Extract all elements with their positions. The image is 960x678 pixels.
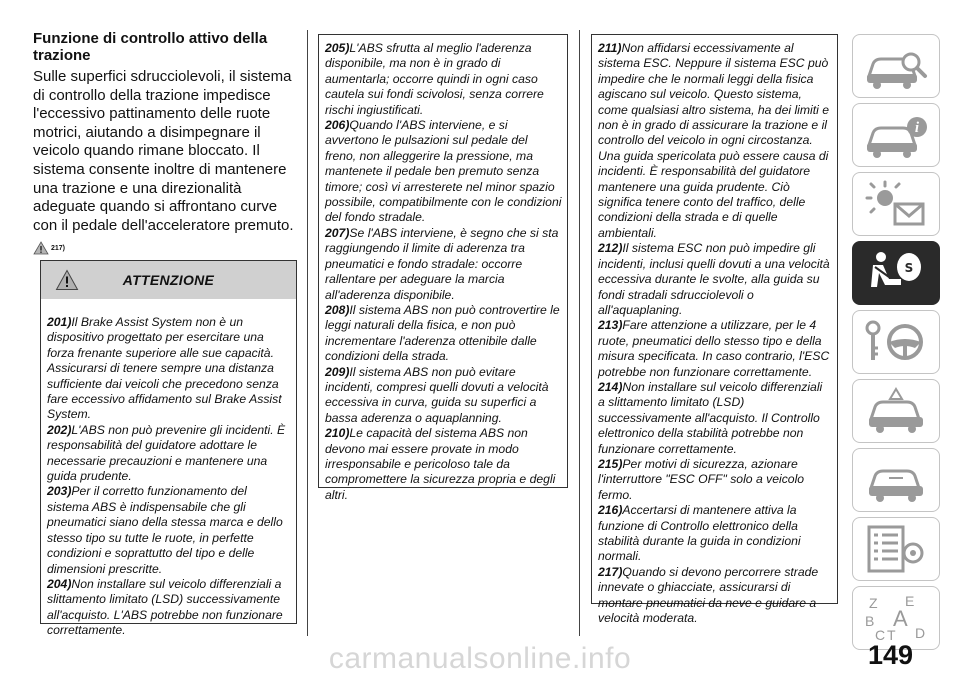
warning-list [41, 299, 296, 639]
watermark: carmanualsonline.info [328, 642, 632, 675]
warning-item-number: 217) [598, 564, 623, 579]
warning-lights-icon [859, 178, 933, 230]
tab-car-info[interactable] [852, 103, 940, 167]
warning-item [325, 41, 562, 118]
warning-item-number: 203) [47, 484, 72, 499]
warning-header [41, 261, 296, 299]
index-letter: D [915, 625, 926, 641]
warning-item-text: Le capacità del sistema ABS non devono mai essere provate in modo irresponsabile e pericoloso tale da compromettere la sicurezza propria e degli altri. [325, 426, 556, 502]
warning-box-continued [591, 34, 838, 626]
tab-starting-driving[interactable] [852, 310, 940, 374]
airbag-seat-icon [859, 247, 933, 299]
warning-box-continued [318, 34, 568, 502]
warning-item-text: Non installare sul veicolo differenziali a slittamento limitato (LSD) successivamente all'acquisto. L'ABS potrebbe non funzionare correttamente. [47, 576, 283, 638]
warning-item [325, 426, 562, 503]
warning-item [325, 226, 562, 303]
index-letter: E [905, 593, 915, 609]
warning-item-text: Fare attenzione a utilizzare, per le 4 ruote, pneumatici dello stesso tipo e della misura specificata. In caso contrario, l'ESC potrebbe non funzionare correttamente. [598, 318, 830, 379]
car-service-icon [859, 454, 933, 506]
warning-item [47, 315, 291, 423]
warning-item-text: Il sistema ABS non può controvertire le leggi naturali della fisica, e non può incrementare l'aderenza ottenibile dalle condizioni della strada. [325, 302, 560, 364]
svg-text:S: S [904, 261, 914, 275]
chapter-sidebar [852, 34, 942, 655]
warning-item [47, 577, 291, 639]
page-number: 149 [868, 640, 914, 670]
main-section [33, 30, 297, 255]
svg-text:i: i [914, 120, 920, 136]
warning-item [598, 241, 832, 318]
warning-item-number: 201) [47, 315, 72, 329]
warning-item-number: 210) [325, 426, 350, 441]
warning-item-text: Se l'ABS interviene, è segno che si sta raggiungendo il limite di aderenza tra pneumatici e fondo stradale: occorre rallentare per adeguare la marcia all'aderenza disponibile. [325, 225, 559, 302]
warning-item-number: 206) [325, 118, 350, 133]
warning-box [40, 260, 297, 638]
warning-item [325, 303, 562, 365]
warning-item-text: Quando si devono percorrere strade innevate o ghiacciate, assicurarsi di montare pneumatici da neve e guidare a velocità moderata. [598, 564, 819, 626]
warning-item-number: 211) [598, 41, 622, 55]
warning-item-number: 215) [598, 456, 623, 471]
warning-item-number: 212) [598, 241, 623, 256]
warning-item [47, 423, 291, 485]
warning-triangle-icon [55, 269, 79, 291]
car-magnifier-icon [859, 40, 933, 92]
warning-item-text: Per motivi di sicurezza, azionare l'interruttore "ESC OFF" solo a veicolo fermo. [598, 456, 805, 502]
warning-item-text: Non affidarsi eccessivamente al sistema ESC. Neppure il sistema ESC può impedire che le normali leggi della fisica agiscano sul veicolo. Questo sistema, come qualsiasi altro sistema, ha dei limiti e non è in grado di assicurare la trazione e il controllo del veicolo in ogni circostanza. Una guida spericolata può essere causa di incidenti. È responsabilità del guidatore mantenere una guida prudente. Ciò significa tenere conto del traffico, delle condizioni della strada e di quelle ambientali. [598, 41, 829, 240]
warning-item-text: Il sistema ABS non può evitare incidenti, compresi quelli dovuti a velocità eccessiva in curva, guida su superfici a bassa aderenza o aquaplanning. [325, 364, 549, 425]
warning-item-text: L'ABS sfrutta al meglio l'aderenza disponibile, ma non è in grado di aumentarla; occorre quindi in ogni caso cautela sui fondi scivolosi, senza correre rischi ingiustificati. [325, 41, 544, 117]
index-letter: Z [869, 595, 878, 611]
warning-title: ATTENZIONE [122, 272, 215, 288]
warning-item [598, 457, 832, 503]
tab-warning-lights[interactable] [852, 172, 940, 236]
warning-item [598, 318, 832, 380]
key-steering-icon [859, 316, 933, 368]
warning-item [325, 365, 562, 427]
note-reference[interactable] [33, 241, 297, 255]
tab-emergency[interactable] [852, 379, 940, 443]
column-divider [307, 30, 308, 636]
alphabetical-index-icon [859, 592, 933, 644]
warning-item-number: 216) [598, 503, 623, 518]
warning-item-number: 207) [325, 225, 350, 240]
warning-triangle-icon [33, 241, 49, 255]
warning-item-text: Per il corretto funzionamento del sistema ABS è indispensabile che gli pneumatici siano della stessa marca e dello stesso tipo su tutte le ruote, in perfette condizioni e soprattutto del tipo e delle dimensioni prescritte. [47, 484, 283, 576]
index-letter: T [887, 627, 896, 643]
warning-item-text: Il Brake Assist System non è un dispositivo progettato per esercitare una forza frenante superiore alle sue capacità. Assicurarsi di tenere sempre una distanza sufficiente dai veicoli che precedono senza fare eccessivo affidamento sul Brake Assist System. [47, 315, 282, 422]
warning-item [325, 118, 562, 226]
warning-item-number: 205) [325, 41, 350, 55]
warning-item-number: 214) [598, 379, 623, 394]
warning-item-number: 213) [598, 318, 623, 333]
column-divider [579, 30, 580, 636]
tab-safety[interactable] [852, 241, 940, 305]
warning-item-number: 204) [47, 576, 72, 591]
warning-item-number: 208) [325, 302, 350, 317]
car-info-icon [859, 109, 933, 161]
note-reference-label: 217) [51, 244, 66, 252]
tab-maintenance[interactable] [852, 448, 940, 512]
warning-item [598, 565, 832, 627]
warning-item [598, 503, 832, 565]
warning-list [592, 35, 837, 626]
warning-item [598, 380, 832, 457]
warning-item-text: Non installare sul veicolo differenziali a slittamento limitato (LSD) successivamente all'acquisto. Il Controllo elettronico della stabilità potrebbe non funzionare correttamente. [598, 379, 823, 456]
warning-item-text: Accertarsi di mantenere attiva la funzione di Controllo elettronico della stabilità durante la guida in condizioni normali. [598, 503, 801, 564]
index-letter: B [865, 613, 875, 629]
warning-item [598, 41, 832, 241]
index-letter: C [875, 627, 886, 643]
warning-item [47, 484, 291, 576]
tab-technical-data[interactable] [852, 517, 940, 581]
index-letter: A [893, 606, 908, 631]
section-title: Funzione di controllo attivo della trazione [33, 30, 268, 64]
warning-item-text: L'ABS non può prevenire gli incidenti. È responsabilità del guidatore adottare le necessarie precauzioni e mantenere una guida prudente. [47, 422, 286, 484]
warning-item-text: Quando l'ABS interviene, e si avvertono le pulsazioni sul pedale del freno, non alleggerire la pressione, ma mantenete il pedale ben premuto senza timore; così vi arresterete nel minor spazio possibile, compatibilmente con le condizioni del fondo stradale. [325, 118, 562, 225]
tab-car-overview[interactable] [852, 34, 940, 98]
section-body: Sulle superfici sdrucciolevoli, il sistema di controllo della trazione impedisce l'eccessivo pattinamento delle ruote motrici, aiutando a disimpegnare il veicolo quando rimane bloccato. Il sistema consente inoltre di mantenere una trazione e una direzionalità adeguate quando si affrontano curve con il pedale dell'acceleratore premuto. [33, 68, 294, 234]
specifications-list-icon [859, 523, 933, 575]
warning-item-number: 202) [47, 422, 72, 437]
warning-list [319, 35, 567, 503]
warning-item-number: 209) [325, 364, 350, 379]
warning-item-text: Il sistema ESC non può impedire gli incidenti, inclusi quelli dovuti a una velocità eccessiva durante le svolte, alla guida su fondi stradali sdrucciolevoli o all'aquaplaning. [598, 241, 830, 317]
car-emergency-icon [859, 385, 933, 437]
